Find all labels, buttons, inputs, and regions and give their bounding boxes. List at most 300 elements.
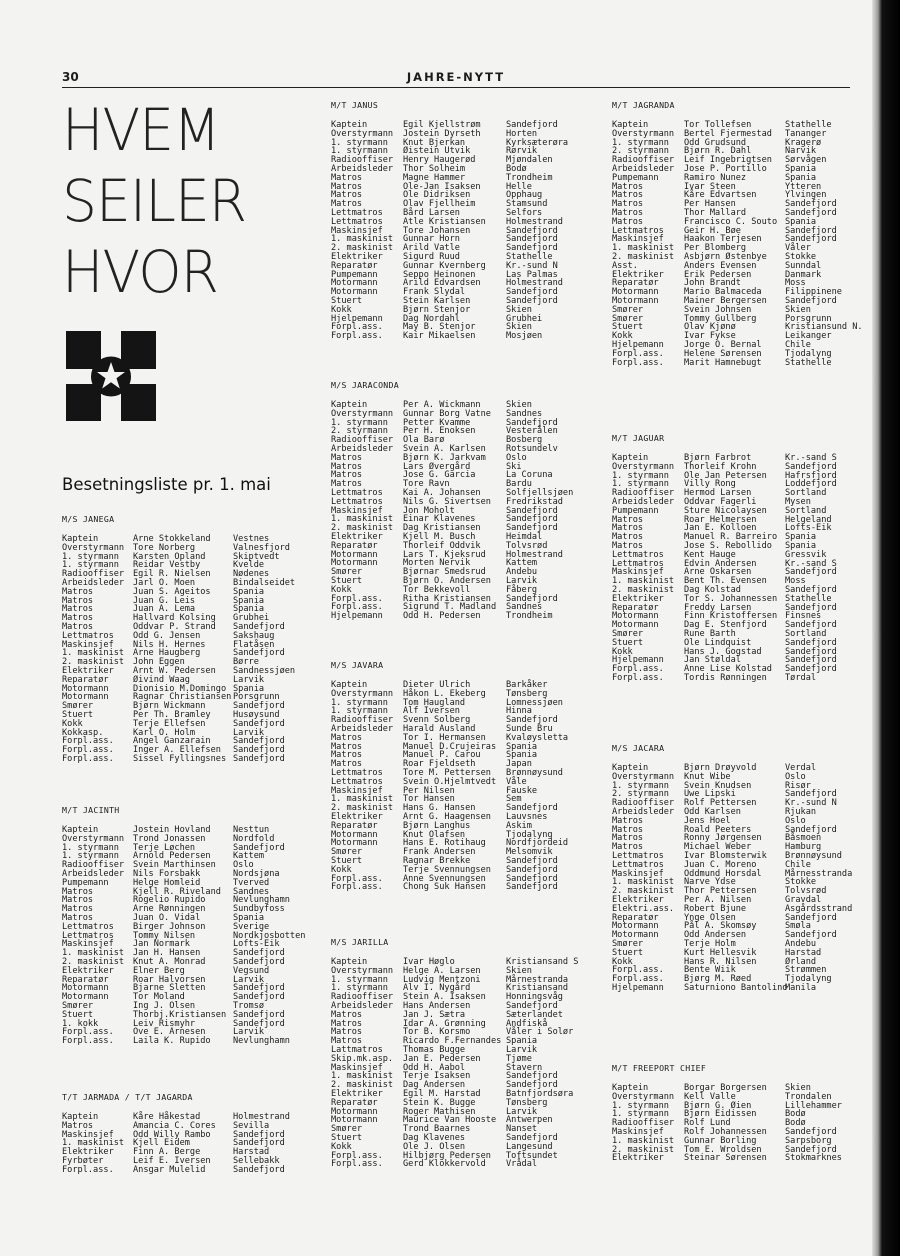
crew-rank: Fyrbøter bbox=[62, 1155, 104, 1166]
crew-name: Jose G. Garcia bbox=[403, 470, 476, 481]
crew-name: Nils H. Hernes bbox=[133, 639, 206, 650]
crew-place: Sevilla bbox=[233, 1120, 270, 1131]
crew-rank: 1. styrmann bbox=[612, 479, 669, 490]
crew-place: Melsomvik bbox=[506, 847, 553, 858]
crew-rank: Matros bbox=[612, 514, 644, 525]
crew-rank: 2. maskinist bbox=[331, 523, 394, 534]
crew-name: Jan H. Hansen bbox=[133, 948, 201, 959]
crew-name: Seppo Heinonen bbox=[403, 269, 476, 280]
crew-place: Porsgrunn bbox=[233, 692, 280, 703]
crew-rank: Motormann bbox=[612, 287, 659, 298]
crew-rank: Maskinsjef bbox=[62, 939, 114, 950]
crew-place: Mårnestranda bbox=[506, 974, 569, 985]
crew-name: Tom E. Wroldsen bbox=[684, 1144, 762, 1155]
crew-name: Lars T. Kjeksrud bbox=[403, 549, 486, 560]
crew-place: Sandefjord bbox=[785, 912, 837, 923]
crew-rank: 1. maskinist bbox=[62, 648, 125, 659]
crew-rank: Lettmatros bbox=[331, 216, 383, 227]
crew-place: Sandefjord bbox=[785, 567, 837, 578]
crew-name: Gunnar Horn bbox=[403, 234, 460, 245]
crew-name: Haakon Terjesen bbox=[684, 234, 762, 245]
crew-place: Sandefjord bbox=[785, 199, 837, 210]
crew-place: Trondheim bbox=[506, 611, 553, 622]
crew-rank: Motormann bbox=[331, 549, 378, 560]
crew-rank: Matros bbox=[331, 452, 363, 463]
crew-place: Japan bbox=[506, 759, 532, 770]
crew-place: Bodø bbox=[506, 163, 527, 174]
crew-place: Sortland bbox=[785, 628, 827, 639]
crew-rank: Maskinsjef bbox=[612, 868, 664, 879]
crew-name: Jorge O. Bernal bbox=[684, 339, 762, 350]
crew-place: Smøla bbox=[785, 921, 811, 932]
crew-rank: Elektriker bbox=[62, 965, 114, 976]
crew-name: Rolf Pettersen bbox=[684, 798, 757, 809]
crew-place: Sandefjord bbox=[506, 593, 558, 604]
crew-name: Kent Hauge bbox=[684, 549, 736, 560]
crew-place: Skien bbox=[785, 304, 811, 315]
crew-place: Sandefjord bbox=[506, 120, 558, 130]
crew-name: Helene Sørensen bbox=[684, 348, 762, 359]
crew-place: Fåberg bbox=[506, 584, 538, 595]
crew-place: Kr.-sund N bbox=[506, 260, 558, 271]
crew-place: Bardu bbox=[506, 479, 532, 490]
crew-name: Egil R. Nielsen bbox=[133, 569, 211, 580]
crew-name: Dag Kristiansen bbox=[403, 523, 481, 534]
crew-rank: Elektriker bbox=[612, 1153, 664, 1164]
crew-row bbox=[62, 1164, 285, 1175]
crew-rank: Matros bbox=[331, 461, 363, 472]
crew-rank: Matros bbox=[612, 532, 644, 543]
crew-place: Tjøme bbox=[506, 1053, 532, 1064]
crew-name: Ynge Olsen bbox=[684, 912, 736, 923]
crew-place: Sandefjord bbox=[506, 1071, 558, 1082]
crew-rank: Matros bbox=[612, 540, 644, 551]
crew-place: Kristiansund N. bbox=[785, 322, 863, 333]
crew-place: Våle bbox=[506, 776, 527, 787]
crew-name: Egil Kjellstrøm bbox=[403, 120, 481, 130]
crew-place: Spania bbox=[506, 1036, 538, 1047]
crew-name: Tom Haugland bbox=[403, 697, 466, 708]
crew-place: Risør bbox=[785, 780, 811, 791]
crew-rank: Matros bbox=[612, 815, 644, 826]
crew-rank: Reparatør bbox=[62, 974, 109, 985]
crew-place: Vestnes bbox=[233, 534, 270, 544]
crew-name: Maurice Van Hooste bbox=[403, 1115, 497, 1126]
crew-name: Nils Forsbakk bbox=[133, 868, 201, 879]
crew-rank: Matros bbox=[331, 1036, 363, 1047]
crew-place: Strømmen bbox=[785, 965, 827, 976]
crew-name: Stein A. Isaksen bbox=[403, 992, 486, 1003]
crew-place: Vesterålen bbox=[506, 426, 558, 437]
crew-name: Einar Klavenes bbox=[403, 514, 476, 525]
crew-name: Roar Helmersen bbox=[684, 514, 757, 525]
crew-rank: Kokk bbox=[612, 331, 633, 342]
crew-rank: Overstyrmann bbox=[331, 128, 394, 139]
crew-place: Sandefjord bbox=[233, 753, 285, 764]
crew-name: Trond Baarnes bbox=[403, 1124, 471, 1135]
crew-place: Tananger bbox=[785, 128, 827, 139]
crew-name: Rune Barth bbox=[684, 628, 736, 639]
crew-rank: Hjelpemann bbox=[612, 339, 664, 350]
crew-name: Anne Svennungsen bbox=[403, 873, 486, 884]
crew-rank: 2. styrmann bbox=[612, 146, 669, 157]
crew-place: Kyrksæterøra bbox=[506, 137, 569, 148]
crew-name: Finn A. Berge bbox=[133, 1147, 201, 1158]
crew-place: Sellebakk bbox=[233, 1155, 280, 1166]
crew-place: Selfors bbox=[506, 207, 543, 218]
crew-rank: Stuert bbox=[62, 1009, 94, 1020]
crew-name: Tor Moland bbox=[133, 992, 185, 1003]
crew-name: Helge A. Larsen bbox=[403, 965, 481, 976]
crew-place: Spania bbox=[233, 683, 265, 694]
crew-rank: Matros bbox=[62, 613, 94, 624]
crew-rank: Arbeidsleder bbox=[331, 723, 394, 734]
crew-name: Alv I. Nygård bbox=[403, 983, 471, 994]
crew-name: Arne Stokkeland bbox=[133, 534, 211, 544]
crew-name: Ragnar Brekke bbox=[403, 855, 471, 866]
crew-rank: Elektriker bbox=[331, 251, 383, 262]
crew-name: Odd H. Pedersen bbox=[403, 611, 481, 622]
crew-place: Spania bbox=[785, 163, 817, 174]
crew-rank: Matros bbox=[331, 470, 363, 481]
crew-name: Ole-Jan Isaksen bbox=[403, 181, 481, 192]
crew-place: Stamsund bbox=[506, 199, 548, 210]
crew-name: Gerd Klokkervold bbox=[403, 1159, 486, 1170]
crew-rank: Radiooffiser bbox=[62, 569, 125, 580]
crew-place: Batnfjordsøra bbox=[506, 1088, 574, 1099]
crew-place: Mysen bbox=[785, 496, 811, 507]
crew-name: Nils G. Sivertsen bbox=[403, 496, 491, 507]
crew-rank: Matros bbox=[612, 842, 644, 853]
crew-name: Ritha Kristiansen bbox=[403, 593, 491, 604]
ship-title: M/T JANUS bbox=[331, 100, 379, 110]
crew-place: Narvik bbox=[785, 146, 817, 157]
crew-place: Danmark bbox=[785, 269, 822, 280]
crew-place: Sandnes bbox=[233, 886, 270, 897]
crew-place: Opphaug bbox=[506, 190, 543, 201]
crew-rank: Matros bbox=[331, 741, 363, 752]
crew-name: Arne Oskarsen bbox=[684, 567, 752, 578]
crew-rank: 1. styrmann bbox=[612, 780, 669, 791]
crew-rank: Maskinsjef bbox=[612, 234, 664, 245]
crew-name: Kai A. Johansen bbox=[403, 487, 481, 498]
crew-rank: Kaptein bbox=[331, 680, 368, 690]
crew-name: Thorleif Oddvik bbox=[403, 540, 481, 551]
crew-rank: Elektriker bbox=[62, 1147, 114, 1158]
crew-place: Brønnøysund bbox=[506, 767, 563, 778]
crew-name: Frank Slydal bbox=[403, 287, 466, 298]
crew-rank: Radiooffiser bbox=[612, 488, 675, 499]
crew-place: Stokke bbox=[785, 877, 817, 888]
crew-name: Jose P. Portillo bbox=[684, 163, 767, 174]
crew-rank: Motormann bbox=[331, 838, 378, 849]
crew-place: Holmestrand bbox=[506, 216, 563, 227]
crew-place: Sandefjord bbox=[506, 505, 558, 516]
crew-rank: Maskinsjef bbox=[331, 785, 383, 796]
crew-rank: Matros bbox=[331, 190, 363, 201]
crew-name: Finn Kristoffersen bbox=[684, 611, 778, 622]
crew-name: Jens Hoel bbox=[684, 815, 731, 826]
crew-rank: Forpl.ass. bbox=[612, 357, 664, 368]
crew-name: Bent Th. Evensen bbox=[684, 576, 767, 587]
crew-name: Dag Kolstad bbox=[684, 584, 741, 595]
crew-rank: Smører bbox=[612, 628, 644, 639]
crew-name: Arild Vatle bbox=[403, 243, 460, 254]
crew-place: Sandefjord bbox=[506, 864, 558, 875]
crew-place: Sandefjord bbox=[506, 715, 558, 726]
crew-place: Stokke bbox=[785, 251, 817, 262]
crew-place: Stavern bbox=[506, 1062, 543, 1073]
crew-name: Juan A. Lema bbox=[133, 604, 196, 615]
crew-place: Stathelle bbox=[785, 593, 832, 604]
crew-place: Nevlunghamn bbox=[233, 1036, 290, 1047]
crew-name: Odd Willy Rambo bbox=[133, 1129, 211, 1140]
crew-name: Bjarne Sletten bbox=[133, 983, 206, 994]
crew-place: Sandefjord bbox=[233, 1009, 285, 1020]
crew-name: Bjørn Eidissen bbox=[684, 1109, 757, 1120]
crew-name: Gunnar Kvernberg bbox=[403, 260, 486, 271]
crew-place: Sandefjord bbox=[506, 855, 558, 866]
crew-name: Bjørn Farbrot bbox=[684, 453, 752, 463]
crew-place: Larvik bbox=[506, 1106, 538, 1117]
crew-place: Sandefjord bbox=[785, 620, 837, 631]
crew-place: Kristiansand bbox=[506, 983, 569, 994]
crew-rank: 1. styrmann bbox=[612, 1109, 669, 1120]
crew-name: Narve Ydse bbox=[684, 877, 736, 888]
crew-name: Bjørg M. Røed bbox=[684, 974, 752, 985]
crew-place: Flatåsen bbox=[233, 639, 275, 650]
crew-name: Sigurd Ruud bbox=[403, 251, 460, 262]
crew-place: Larvik bbox=[233, 1027, 265, 1038]
crew-name: Lars Øvergård bbox=[403, 461, 471, 472]
crew-rank: Matros bbox=[62, 604, 94, 615]
crew-name: Ole Didriksen bbox=[403, 190, 471, 201]
crew-place: Sundbyfoss bbox=[233, 904, 285, 915]
crew-rank: Overstyrmann bbox=[612, 461, 675, 472]
crew-row bbox=[62, 753, 285, 764]
crew-place: Sandefjord bbox=[506, 882, 558, 893]
crew-rank: Forpl.ass. bbox=[612, 348, 664, 359]
crew-place: Heimdal bbox=[506, 531, 543, 542]
crew-rank: Kaptein bbox=[62, 1112, 99, 1122]
crew-name: Birger Johnson bbox=[133, 921, 206, 932]
crew-name: Saturniono Bantolino bbox=[684, 982, 788, 993]
crew-name: Tommy Nilsen bbox=[133, 930, 196, 941]
crew-rank: Matros bbox=[612, 181, 644, 192]
crew-row bbox=[331, 1159, 538, 1170]
crew-rank: Forpl.ass. bbox=[62, 736, 114, 747]
crew-name: Morten Nervik bbox=[403, 558, 471, 569]
crew-place: Nevlunghamn bbox=[233, 895, 290, 906]
crew-place: Tønsberg bbox=[506, 688, 548, 699]
crew-place: Kvaløysletta bbox=[506, 732, 569, 743]
crew-place: Ytteren bbox=[785, 181, 822, 192]
crew-rank: Arbeidsleder bbox=[612, 163, 675, 174]
crew-rank: Elektriker bbox=[331, 1088, 383, 1099]
crew-rank: Maskinsjef bbox=[331, 225, 383, 236]
crew-name: Knut Bjerkan bbox=[403, 137, 466, 148]
crew-rank: 1. styrmann bbox=[331, 417, 388, 428]
crew-rank: 2. maskinist bbox=[331, 1080, 394, 1091]
crew-place: Andebu bbox=[785, 938, 817, 949]
crew-rank: Lettmatros bbox=[612, 558, 664, 569]
crew-rank: Asst. bbox=[612, 260, 638, 271]
crew-rank: Overstyrmann bbox=[331, 408, 394, 419]
crew-row bbox=[331, 331, 543, 342]
ship-crew-block bbox=[612, 743, 853, 993]
crew-place: Spania bbox=[506, 750, 538, 761]
crew-rank: Lettmatros bbox=[331, 207, 383, 218]
crew-place: Chile bbox=[785, 859, 811, 870]
crew-place: Sandefjord bbox=[506, 803, 558, 814]
crew-rank: Elektriker bbox=[331, 811, 383, 822]
crew-name: Helge Homleid bbox=[133, 877, 201, 888]
crew-place: Hamburg bbox=[785, 842, 822, 853]
crew-name: Alf Iversen bbox=[403, 706, 460, 717]
crew-name: Hans R. Nilsen bbox=[684, 956, 757, 967]
crew-place: Sem bbox=[506, 794, 522, 805]
crew-place: La Coruna bbox=[506, 470, 553, 481]
crew-rank: Maskinsjef bbox=[612, 1126, 664, 1137]
crew-place: Sandnessjøen bbox=[233, 665, 296, 676]
crew-place: Lofts-Eik bbox=[233, 939, 280, 950]
crew-name: Svein Johnsen bbox=[684, 304, 752, 315]
crew-rank: Reparatør bbox=[612, 278, 659, 289]
crew-rank: Maskinsjef bbox=[331, 505, 383, 516]
crew-rank: Lettmatros bbox=[612, 859, 664, 870]
crew-rank: Kaptein bbox=[331, 957, 368, 967]
crew-place: Nordfold bbox=[233, 833, 275, 844]
crew-place: Tolvsrød bbox=[506, 540, 548, 551]
crew-rank: Overstyrmann bbox=[612, 128, 675, 139]
crew-place: Kr.-sand S bbox=[785, 453, 837, 463]
crew-place: Las Palmas bbox=[506, 269, 558, 280]
crew-name: Svein A. Karlsen bbox=[403, 443, 486, 454]
crew-name: Knut Olafsen bbox=[403, 829, 466, 840]
crew-place: Moss bbox=[785, 576, 806, 587]
crew-rank: Lettmatros bbox=[62, 921, 114, 932]
crew-name: Angel Ganzarain bbox=[133, 736, 211, 747]
crew-place: Sandefjord bbox=[233, 956, 285, 967]
crew-place: Sandefjord bbox=[233, 1164, 285, 1175]
crew-place: Hafrsfjord bbox=[785, 470, 837, 481]
crew-place: Sandefjord bbox=[785, 584, 837, 595]
crew-place: Holmestrand bbox=[233, 1112, 290, 1122]
crew-name: Manuel P. Carou bbox=[403, 750, 481, 761]
crew-place: Sandefjord bbox=[506, 295, 558, 306]
crew-place: Skien bbox=[506, 322, 532, 333]
crew-rank: Stuert bbox=[331, 575, 363, 586]
crew-rank: 2. maskinist bbox=[612, 1144, 675, 1155]
crew-rank: Motormann bbox=[62, 692, 109, 703]
crew-name: Olav Kjønø bbox=[684, 322, 736, 333]
crew-name: Hallvard Kolsing bbox=[133, 613, 216, 624]
crew-rank: Smører bbox=[612, 313, 644, 324]
crew-place: Sandefjord bbox=[233, 1018, 285, 1029]
crew-name: Arne Haugberg bbox=[133, 648, 201, 659]
crew-place: Askim bbox=[506, 820, 532, 831]
crew-place: Barkåker bbox=[506, 680, 548, 690]
crew-place: Larvik bbox=[233, 974, 265, 985]
crew-name: Bjørn Wickmann bbox=[133, 701, 206, 712]
crew-rank: Forpl.ass. bbox=[612, 974, 664, 985]
crew-rank: Matros bbox=[62, 904, 94, 915]
crew-place: Sandefjord bbox=[785, 461, 837, 472]
crew-place: Larvik bbox=[506, 1044, 538, 1055]
crew-name: Hans G. Hansen bbox=[403, 803, 476, 814]
crew-rank: Motormann bbox=[62, 983, 109, 994]
crew-row bbox=[62, 1036, 290, 1047]
crew-row bbox=[612, 982, 817, 993]
crew-name: Manuel D.Crujeiras bbox=[403, 741, 497, 752]
crew-place: Sandnes bbox=[506, 408, 543, 419]
crew-place: Tverved bbox=[233, 877, 270, 888]
crew-rank: Kokk bbox=[331, 584, 352, 595]
crew-name: Kåre Edvartsen bbox=[684, 190, 757, 201]
crew-place: Tjodalyng bbox=[785, 348, 832, 359]
crew-name: Laila K. Rupido bbox=[133, 1036, 211, 1047]
crew-place: Sarpsborg bbox=[785, 1135, 832, 1146]
crew-place: Sandefjord bbox=[785, 207, 837, 218]
crew-rank: Radiooffiser bbox=[612, 798, 675, 809]
ship-title: M/S JAVARA bbox=[331, 660, 384, 670]
crew-rank: Lettmatros bbox=[62, 630, 114, 641]
crew-rank: Hjelpemann bbox=[331, 313, 383, 324]
crew-name: Tore Johansen bbox=[403, 225, 471, 236]
crew-place: Lofts-Eik bbox=[785, 523, 832, 534]
crew-rank: Lettmatros bbox=[331, 496, 383, 507]
crew-name: Kjell M. Busch bbox=[403, 531, 476, 542]
crew-name: Kurt Hellesvik bbox=[684, 947, 757, 958]
crew-name: Ramiro Nunez bbox=[684, 172, 747, 183]
crew-rank: 1. styrmann bbox=[331, 137, 388, 148]
crew-rank: Kokk bbox=[612, 646, 633, 657]
crew-rank: Kaptein bbox=[331, 400, 368, 410]
crew-rank: Smører bbox=[62, 1000, 94, 1011]
crew-name: Tore Ravn bbox=[403, 479, 450, 490]
crew-rank: Pumpemann bbox=[331, 269, 378, 280]
crew-place: Sandefjord bbox=[785, 1126, 837, 1137]
crew-rank: Lettmatros bbox=[612, 850, 664, 861]
crew-place: Vrådal bbox=[506, 1159, 538, 1170]
crew-rank: Forpl.ass. bbox=[62, 1036, 114, 1047]
crew-name: Arne Rønningen bbox=[133, 904, 206, 915]
crew-place: Bodø bbox=[785, 1118, 806, 1129]
crew-rank: Forpl.ass. bbox=[331, 1159, 383, 1170]
crew-rank: Maskinsjef bbox=[331, 1062, 383, 1073]
company-logo bbox=[66, 331, 156, 421]
crew-rank: Forpl.ass. bbox=[331, 882, 383, 893]
crew-rank: Lettmatros bbox=[62, 930, 114, 941]
crew-place: Sverige bbox=[233, 921, 270, 932]
crew-place: Kragerø bbox=[785, 137, 822, 148]
crew-place: Sandefjord bbox=[233, 842, 285, 853]
crew-name: Gunnar Borling bbox=[684, 1135, 757, 1146]
crew-name: Jan E. Pedersen bbox=[403, 1053, 481, 1064]
crew-name: Tor Hansen bbox=[403, 794, 455, 805]
crew-name: Frank Andersen bbox=[403, 847, 476, 858]
crew-place: Sandefjord bbox=[233, 1129, 285, 1140]
page-number: 30 bbox=[62, 70, 79, 84]
crew-name: Kjell R. Riveland bbox=[133, 886, 221, 897]
crew-place: Manila bbox=[785, 982, 817, 993]
crew-rank: Motormann bbox=[612, 295, 659, 306]
crew-rank: Matros bbox=[331, 1027, 363, 1038]
crew-rank: Overstyrmann bbox=[62, 542, 125, 553]
crew-place: Skien bbox=[506, 400, 532, 410]
crew-rank: 1. maskinist bbox=[62, 1138, 125, 1149]
crew-row bbox=[331, 882, 558, 893]
